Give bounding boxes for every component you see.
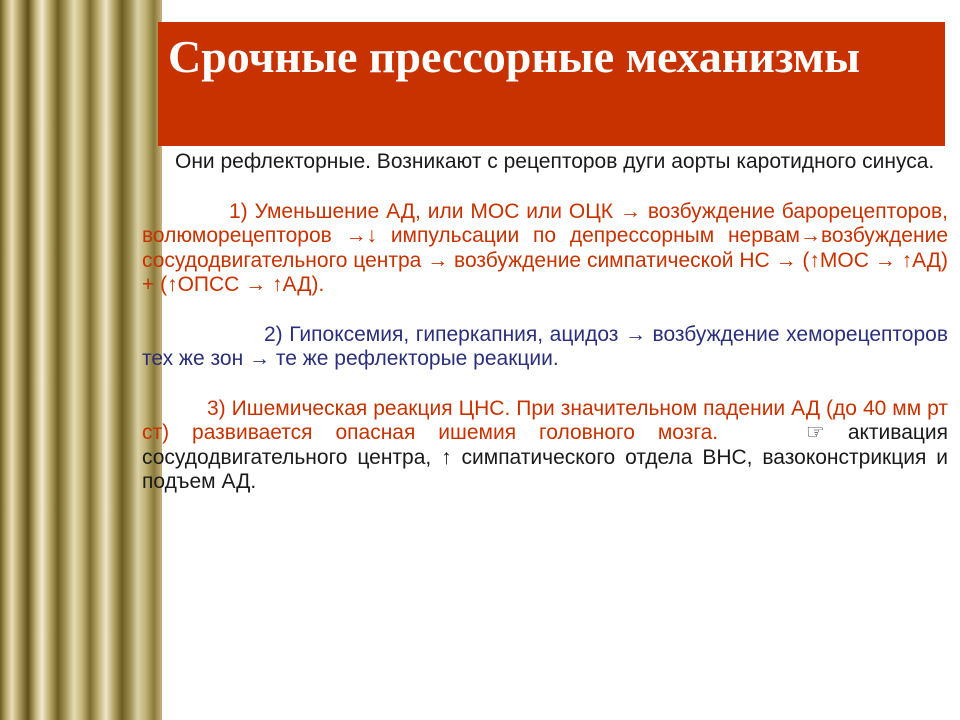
decorative-curtain-border [0, 0, 162, 720]
slide-title: Срочные прессорные механизмы [168, 31, 861, 82]
item-3-dark-text: активация сосудодвигательного центра, ↑ симпатического отдела ВНС, вазоконстрикция и подъем АД. [142, 421, 948, 493]
item-1-paragraph: 1) Уменьшение АД, или МОС или ОЦК → возбуждение барорецепторов, волюморецепторов →↓ импульсации по депрессорным нервам→возбуждение сосудодвигательного центра → возбуждение симпатической НС → (↑МОС → ↑АД) + (↑ОПСС → ↑АД). [142, 199, 948, 296]
intro-paragraph: Они рефлекторные. Возникают с рецепторов дуги аорты каротидного синуса. [175, 150, 935, 173]
pointing-hand-icon: ☞ [806, 421, 825, 444]
item-2-paragraph: 2) Гипоксемия, гиперкапния, ацидоз → возбуждение хеморецепторов тех же зон → те же рефлекторые реакции. [142, 322, 948, 370]
item-3-red-text: 3) Ишемическая реакция ЦНС. При значительном падении АД (до 40 мм рт ст) развивается опасная ишемия головного мозга. [142, 396, 948, 444]
item-3-paragraph [142, 397, 948, 495]
slide-body [142, 150, 948, 495]
